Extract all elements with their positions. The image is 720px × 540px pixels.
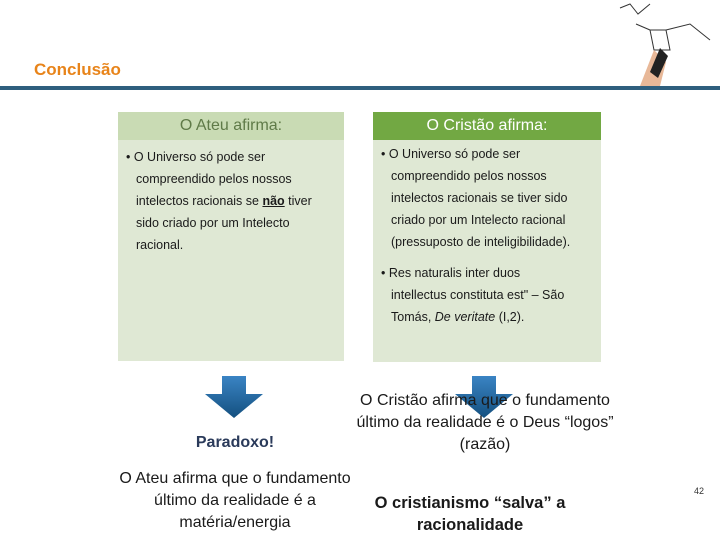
christian-conclusion: O Cristão afirma que o fundamento último da realidade é o Deus “logos” (razão)	[356, 392, 614, 453]
atheist-conclusion: O Ateu afirma que o fundamento último da realidade é a matéria/energia	[119, 470, 351, 531]
atheist-line: racional.	[136, 238, 184, 252]
text: (I,2).	[495, 310, 525, 324]
christian-line: • Res naturalis inter duos	[381, 266, 521, 280]
text: tiver	[284, 194, 312, 208]
christian-line: (pressuposto de inteligibilidade).	[391, 235, 571, 249]
christian-line: intellectus constituta est" – São	[391, 288, 565, 302]
christian-line: criado por um Intelecto racional	[391, 213, 566, 227]
paradox-label: Paradoxo!	[195, 434, 275, 451]
down-arrow-icon	[205, 376, 263, 418]
christian-header: O Cristão afirma:	[373, 112, 601, 140]
atheist-line: sido criado por um Intelecto	[136, 216, 290, 230]
christian-line: intelectos racionais se tiver sido	[391, 191, 568, 205]
molecule-drawing-image	[570, 0, 720, 86]
christian-line: compreendido pelos nossos	[391, 169, 547, 183]
slide-title: Conclusão	[34, 60, 121, 79]
atheist-claim-box	[118, 112, 344, 361]
atheist-line	[126, 190, 336, 212]
text: intelectos racionais se	[136, 194, 263, 208]
book-title: De veritate	[434, 310, 496, 324]
christian-line: • O Universo só pode ser	[381, 147, 521, 161]
atheist-line: • O Universo só pode ser	[126, 150, 266, 164]
atheist-header: O Ateu afirma:	[118, 112, 344, 140]
page-number: 42	[693, 486, 704, 496]
christian-line	[381, 306, 593, 328]
christianity-saves-rationality: O cristianismo “salva” a racionalidade	[374, 494, 566, 534]
text: Tomás,	[391, 310, 435, 324]
title-divider	[0, 86, 720, 90]
atheist-line: compreendido pelos nossos	[136, 172, 292, 186]
emphasis-nao: não	[262, 194, 285, 208]
christian-claim-box	[373, 112, 601, 362]
